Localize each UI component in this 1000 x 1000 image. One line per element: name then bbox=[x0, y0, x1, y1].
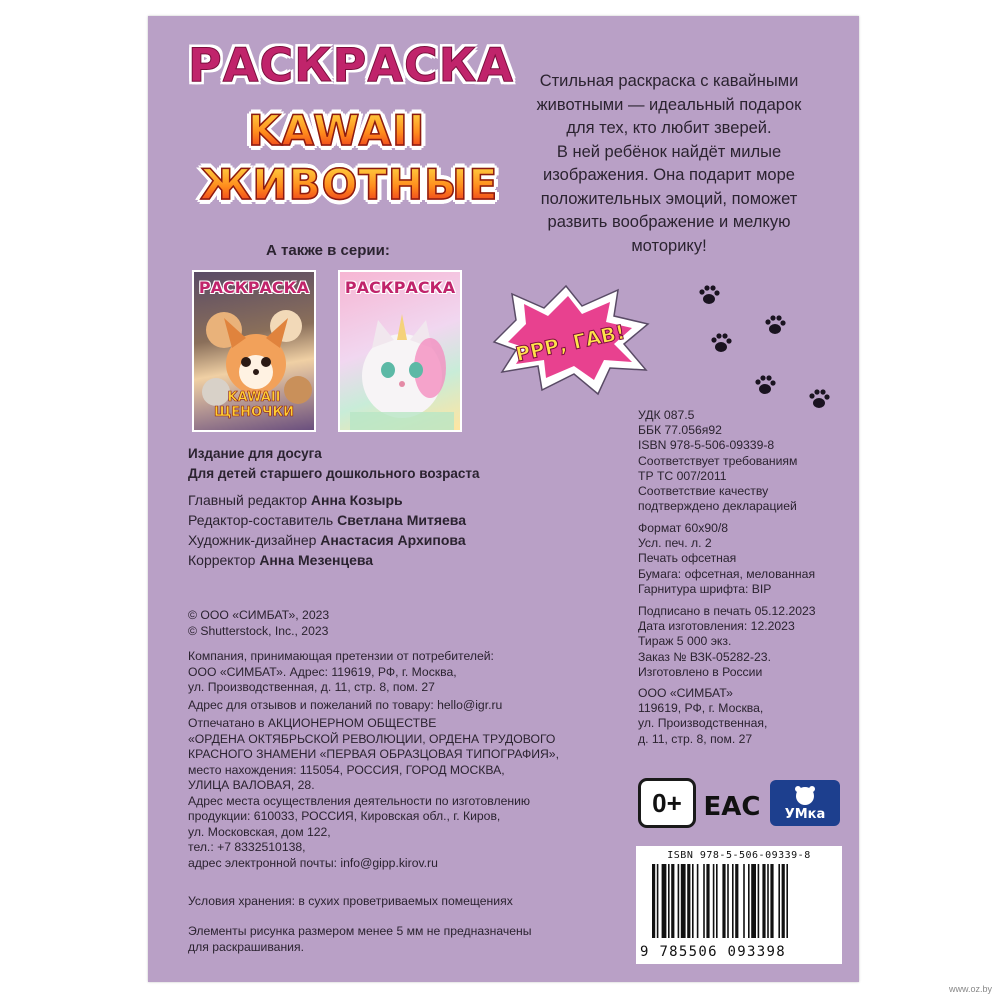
printer-line: ул. Московская, дом 122, bbox=[188, 824, 331, 839]
staff-name: Анна Мезенцева bbox=[259, 552, 374, 568]
printer-line: Адрес места осуществления деятельности по изготовлению bbox=[188, 793, 531, 808]
staff-name: Светлана Митяева bbox=[337, 512, 467, 528]
staff-role: Главный редактор bbox=[188, 492, 308, 508]
series-book-puppies bbox=[192, 270, 316, 432]
series-book-title: РАСКРАСКА bbox=[344, 278, 456, 297]
description-line: изображения. Она подарит море bbox=[543, 166, 795, 184]
paw-print-icon bbox=[752, 372, 778, 398]
storage-line: Условия хранения: в сухих проветриваемых помещениях bbox=[188, 894, 513, 908]
printer-line: продукции: 610033, РОССИЯ, Кировская обл., г. Киров, bbox=[188, 809, 501, 823]
staff-name: Анна Козырь bbox=[310, 492, 403, 508]
description-line: положительных эмоций, поможет bbox=[540, 189, 798, 208]
umka-logo bbox=[770, 780, 840, 826]
staff-role: Редактор-составитель bbox=[188, 512, 334, 528]
cover-subtitle-animals: ЖИВОТНЫЕ bbox=[200, 160, 499, 209]
format-line: Печать офсетная bbox=[638, 551, 737, 566]
print-line: Дата изготовления: 12.2023 bbox=[638, 619, 795, 634]
barcode-isbn: ISBN 978-5-506-09339-8 bbox=[667, 850, 811, 861]
series-label: А также в серии: bbox=[266, 242, 390, 259]
printer-info bbox=[188, 716, 559, 871]
speech-bubble bbox=[486, 280, 654, 400]
paw-print-icon bbox=[708, 330, 734, 356]
series-book-title: РАСКРАСКА bbox=[198, 278, 310, 297]
paw-print-icon bbox=[696, 282, 722, 308]
printer-line: место нахождения: 115054, РОССИЯ, ГОРОД МОСКВА, bbox=[188, 762, 505, 777]
company-info bbox=[188, 649, 494, 696]
publisher-line: 119619, РФ, г. Москва, bbox=[638, 701, 764, 716]
staff-row bbox=[188, 510, 466, 530]
description-line: развить воображение и мелкую bbox=[547, 213, 791, 231]
format-line: Гарнитура шрифта: BIP bbox=[638, 581, 772, 596]
description-line: моторику! bbox=[631, 236, 707, 255]
staff-role: Корректор bbox=[188, 552, 256, 568]
feedback-line: Адрес для отзывов и пожеланий по товару: hello@igr.ru bbox=[188, 698, 503, 712]
printer-line: КРАСНОГО ЗНАМЕНИ «ПЕРВАЯ ОБРАЗЦОВАЯ ТИПОГРАФИЯ», bbox=[188, 747, 559, 761]
storage-info bbox=[188, 894, 513, 910]
cover-title: РАСКРАСКА bbox=[188, 38, 514, 92]
print-line: Подписано в печать 05.12.2023 bbox=[638, 604, 816, 618]
classification-info bbox=[638, 408, 797, 514]
classification-line: подтверждено декларацией bbox=[638, 499, 797, 514]
staff-role: Художник-дизайнер bbox=[188, 532, 317, 548]
format-info bbox=[638, 521, 815, 597]
company-line: ул. Производственная, д. 11, стр. 8, пом. 27 bbox=[188, 680, 435, 694]
printer-line: «ОРДЕНА ОКТЯБРЬСКОЙ РЕВОЛЮЦИИ, ОРДЕНА ТРУДОВОГО bbox=[188, 731, 556, 746]
series-book-subtitle: KAWAII ЩЕНОЧКИ bbox=[213, 390, 295, 420]
warning-info bbox=[188, 924, 531, 955]
description-line: для тех, кто любит зверей. bbox=[566, 119, 772, 137]
format-line: Формат 60х90/8 bbox=[638, 521, 729, 535]
printer-line: адрес электронной почты: info@gipp.kirov.ru bbox=[188, 855, 438, 870]
classification-line: Соответствует требованиям bbox=[638, 453, 798, 468]
copyright-line: © Shutterstock, Inc., 2023 bbox=[188, 623, 329, 638]
printer-line: УЛИЦА ВАЛОВАЯ, 28. bbox=[188, 778, 315, 792]
book-back-cover bbox=[148, 16, 859, 982]
paw-print-icon bbox=[762, 312, 788, 338]
edition-info bbox=[188, 444, 480, 484]
copyright bbox=[188, 608, 329, 639]
warning-line: Элементы рисунка размером менее 5 мм не предназначены bbox=[188, 924, 532, 938]
barcode-bars bbox=[652, 864, 836, 938]
company-line: Компания, принимающая претензии от потребителей: bbox=[188, 649, 494, 663]
publisher-line: д. 11, стр. 8, пом. 27 bbox=[638, 731, 753, 746]
classification-line: ISBN 978-5-506-09339-8 bbox=[638, 438, 775, 453]
print-line: Тираж 5 000 экз. bbox=[638, 634, 732, 649]
eac-certification-icon bbox=[703, 786, 761, 822]
printer-line: Отпечатано в АКЦИОНЕРНОМ ОБЩЕСТВЕ bbox=[188, 716, 437, 730]
staff-list bbox=[188, 490, 466, 570]
barcode bbox=[636, 846, 842, 964]
print-line: Изготовлено в России bbox=[638, 664, 763, 679]
staff-name: Анастасия Архипова bbox=[320, 532, 466, 548]
staff-row bbox=[188, 530, 466, 550]
staff-row bbox=[188, 550, 466, 570]
format-line: Бумага: офсетная, мелованная bbox=[638, 566, 816, 581]
edition-line: Издание для досуга bbox=[188, 446, 322, 461]
barcode-digits: 9 785506 093398 bbox=[640, 944, 786, 960]
company-line: ООО «СИМБАТ». Адрес: 119619, РФ, г. Москва, bbox=[188, 664, 457, 679]
cover-subtitle-kawaii: KAWAII bbox=[248, 106, 426, 155]
classification-line: ТР ТС 007/2011 bbox=[638, 468, 727, 483]
eac-text: EAC bbox=[703, 792, 761, 822]
bubble-text: РРР, ГАВ! bbox=[513, 319, 628, 367]
publisher-line: ООО «СИМБАТ» bbox=[638, 686, 733, 700]
classification-line: ББК 77.056я92 bbox=[638, 423, 722, 438]
staff-row bbox=[188, 490, 466, 510]
publisher-line: ул. Производственная, bbox=[638, 716, 768, 731]
classification-line: УДК 087.5 bbox=[638, 408, 695, 422]
feedback-info bbox=[188, 698, 502, 714]
description-line: животными — идеальный подарок bbox=[536, 95, 802, 114]
printer-line: тел.: +7 8332510138, bbox=[188, 840, 306, 854]
paw-print-icon bbox=[806, 386, 832, 412]
copyright-line: © ООО «СИМБАТ», 2023 bbox=[188, 608, 330, 622]
publisher-info bbox=[638, 686, 767, 747]
description bbox=[504, 70, 834, 258]
brand-name: УМка bbox=[784, 807, 826, 822]
series-book-unicorn-cat bbox=[338, 270, 462, 432]
format-line: Усл. печ. л. 2 bbox=[638, 536, 712, 551]
description-line: В ней ребёнок найдёт милые bbox=[556, 142, 782, 161]
description-line: Стильная раскраска с кавайными bbox=[539, 72, 799, 90]
print-info bbox=[638, 604, 816, 680]
classification-line: Соответствие качеству bbox=[638, 484, 769, 499]
age-rating-badge: 0+ bbox=[638, 778, 696, 828]
print-line: Заказ № ВЗК-05282-23. bbox=[638, 649, 771, 664]
watermark: www.oz.by bbox=[948, 984, 992, 994]
warning-line: для раскрашивания. bbox=[188, 939, 304, 954]
edition-line: Для детей старшего дошкольного возраста bbox=[188, 466, 480, 481]
